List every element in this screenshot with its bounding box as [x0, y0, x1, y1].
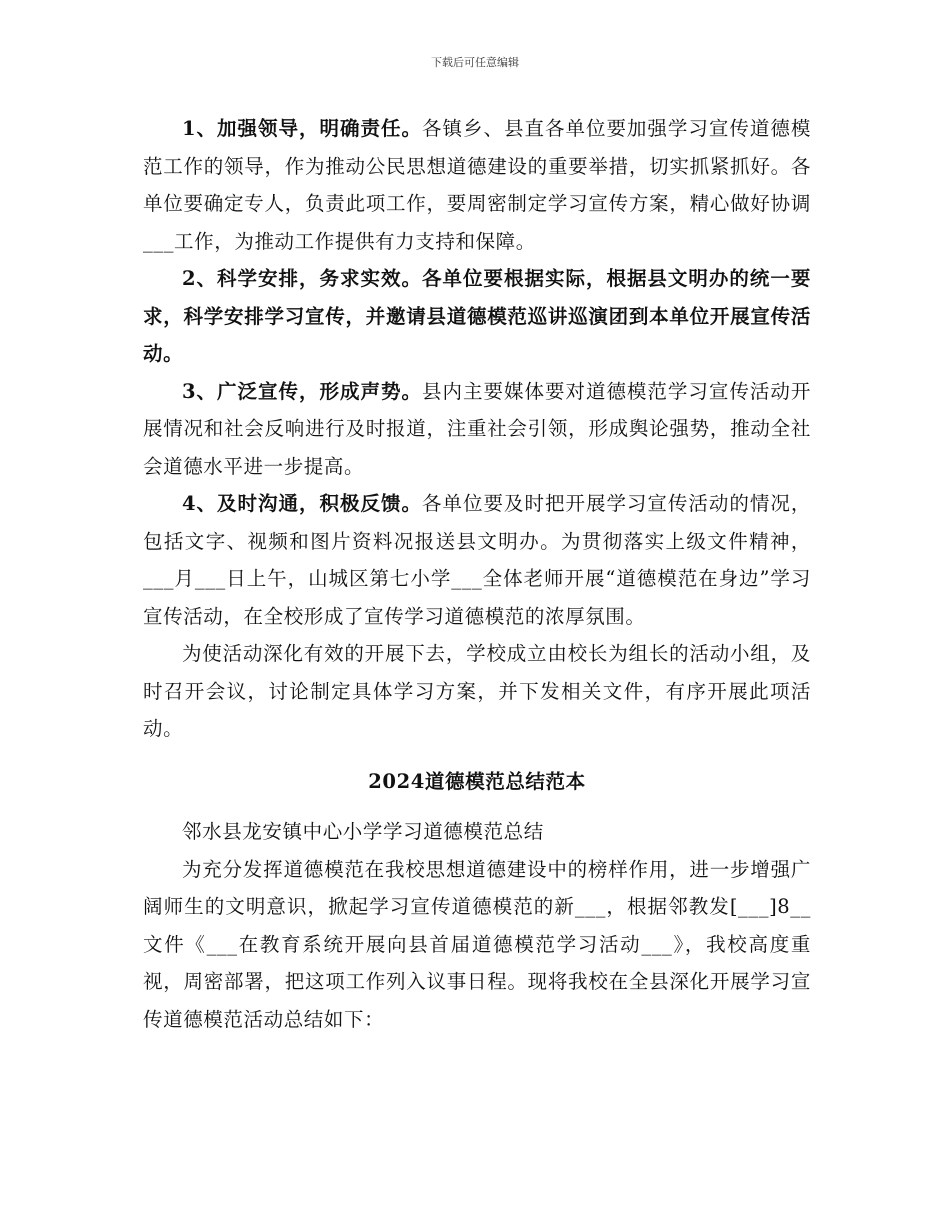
paragraph-item-2: 2、科学安排，务求实效。各单位要根据实际，根据县文明办的统一要求，科学安排学习宣传，并邀请县道德模范巡讲巡演团到本单位开展宣传活动。	[143, 267, 811, 365]
section-subtitle: 邻水县龙安镇中心小学学习道德模范总结	[182, 820, 544, 843]
paragraph-item-3	[143, 373, 811, 486]
paragraph-closing: 为使活动深化有效的开展下去，学校成立由校长为组长的活动小组，及时召开会议，讨论制定具体学习方案，并下发相关文件，有序开展此项活动。	[143, 642, 811, 740]
item-3-heading: 3、广泛宣传，形成声势。	[182, 379, 422, 403]
section-title: 2024道德模范总结范本	[368, 769, 586, 793]
paragraph-item-4	[143, 485, 811, 635]
item-1-heading: 1、加强领导，明确责任。	[182, 117, 422, 140]
item-4-heading: 4、及时沟通，积极反馈。	[182, 492, 422, 515]
document-body	[143, 110, 811, 1038]
section-intro-paragraph: 为充分发挥道德模范在我校思想道德建设中的榜样作用，进一步增强广阔师生的文明意识，掀起学习宣传道德模范的新___，根据邻教发[___]8__文件《___在教育系统开展向县首届道德模范学习活动___》，我校高度重视，周密部署，把这项工作列入议事日程。现将我校在全县深化开展学习宣传道德模范活动总结如下：	[143, 857, 811, 1031]
paragraph-item-1	[143, 110, 811, 260]
page-header: 下载后可任意编辑	[431, 56, 519, 69]
item-3-text: 县内主要媒体要对道德模范学习宣传活动开展情况和社会反响进行及时报道，注重社会引领，形成舆论强势，推动全社会道德水平进一步提高。	[143, 379, 811, 478]
item-1-text: 各镇乡、县直各单位要加强学习宣传道德模范工作的领导，作为推动公民思想道德建设的重要举措，切实抓紧抓好。各单位要确定专人，负责此项工作，要周密制定学习宣传方案，精心做好协调___工作，为推动工作提供有力支持和保障。	[143, 117, 811, 253]
item-4-text: 各单位要及时把开展学习宣传活动的情况，包括文字、视频和图片资料况报送县文明办。为贯彻落实上级文件精神，___月___日上午，山城区第七小学___全体老师开展“道德模范在身边”学习宣传活动，在全校形成了宣传学习道德模范的浓厚氛围。	[143, 492, 811, 628]
